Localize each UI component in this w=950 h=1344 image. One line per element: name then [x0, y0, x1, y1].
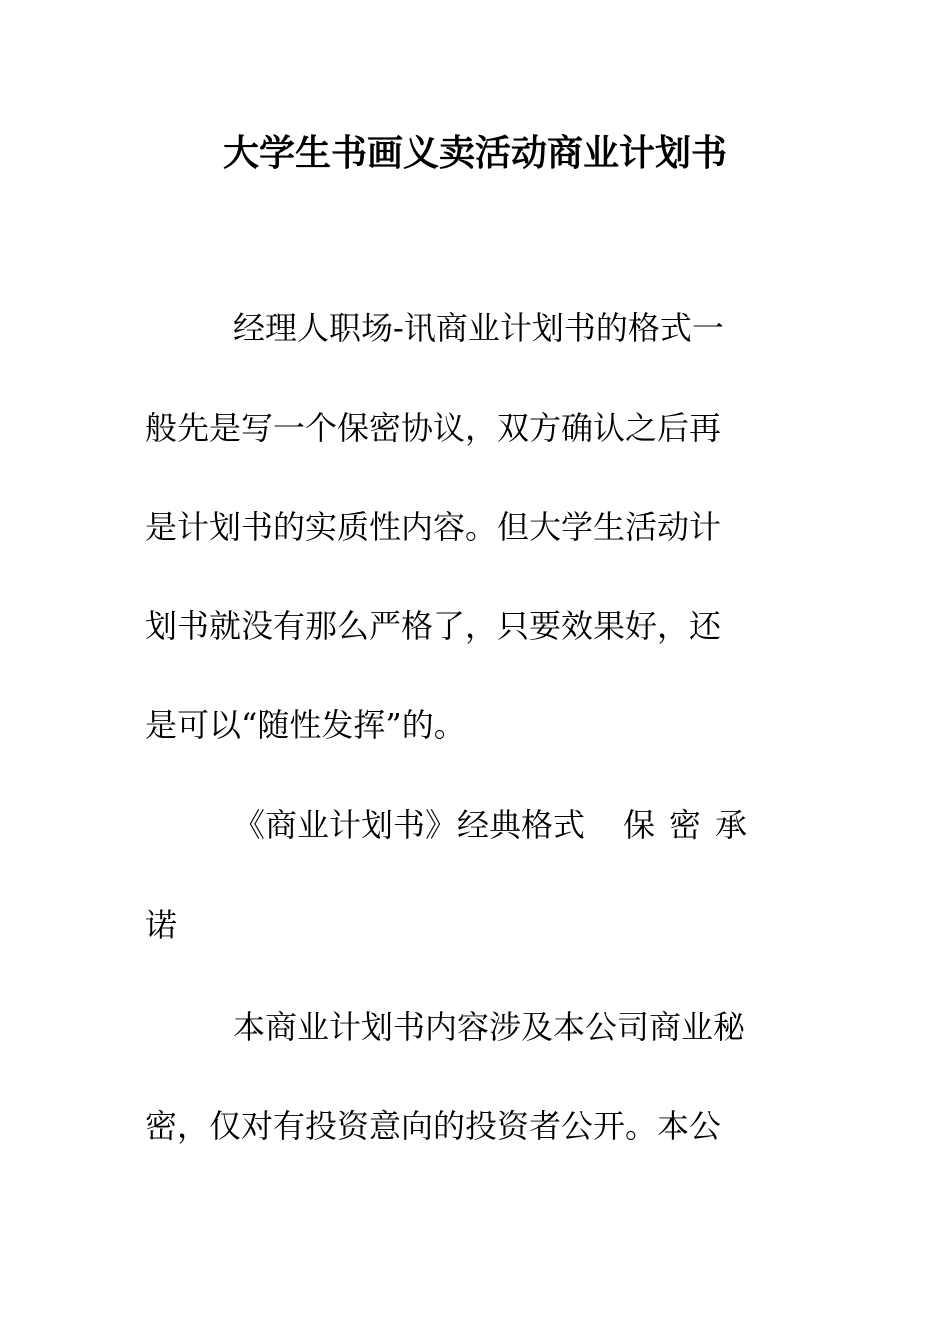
paragraph-line: 般先是写一个保密协议，双方确认之后再: [145, 409, 722, 447]
spaced-char: 承: [715, 806, 748, 844]
paragraph-line: 是计划书的实质性内容。但大学生活动计: [145, 508, 722, 546]
spaced-char: 密: [669, 806, 702, 844]
paragraph-line: 本商业计划书内容涉及本公司商业秘: [233, 1008, 746, 1046]
paragraph-line: 经理人职场-讯商业计划书的格式一: [233, 309, 724, 347]
section-heading-line: [233, 803, 747, 847]
document-title: 大学生书画义卖活动商业计划书: [222, 132, 727, 174]
paragraph-line: 划书就没有那么严格了，只要效果好，还: [145, 607, 722, 645]
paragraph-line: 密，仅对有投资意向的投资者公开。本公: [145, 1107, 722, 1145]
section-heading: 《商业计划书》经典格式: [233, 806, 586, 844]
paragraph-line: 是可以“随性发挥”的。: [145, 706, 466, 744]
section-heading-continuation: 诺: [145, 906, 178, 944]
spaced-char: 保: [623, 806, 656, 844]
